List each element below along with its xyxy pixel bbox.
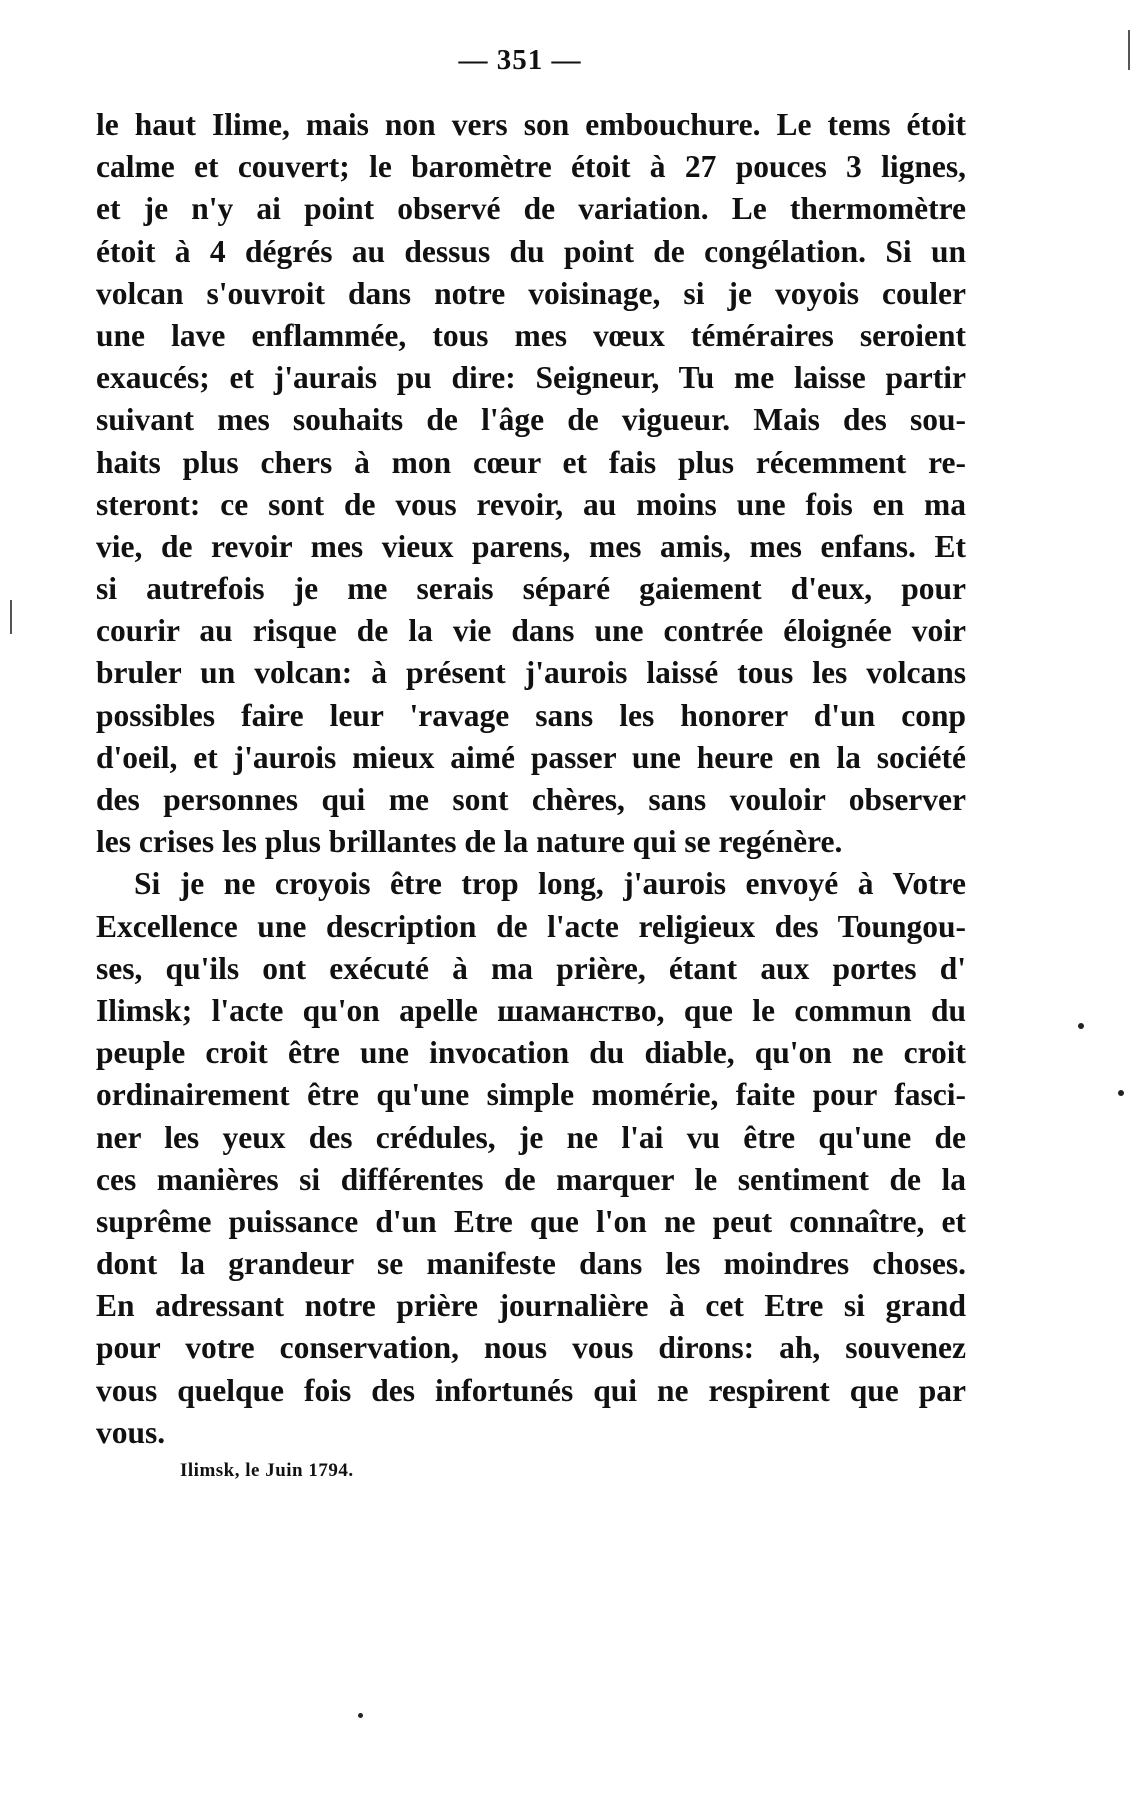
text-line: si autrefois je me serais séparé gaiement d'eux, pour	[96, 571, 966, 607]
text-line: volcan s'ouvroit dans notre voisinage, si je voyois couler	[96, 275, 966, 311]
text-line: étoit à 4 dégrés au dessus du point de congélation. Si un	[96, 233, 966, 269]
text-line: ordinairement être qu'une simple momérie, faite pour fasci-	[96, 1077, 966, 1113]
text-line: vous quelque fois des infortunés qui ne respirent que par	[96, 1372, 966, 1408]
scan-speck	[1118, 1090, 1124, 1096]
text-line: exaucés; et j'aurais pu dire: Seigneur, Tu me laisse partir	[96, 360, 966, 396]
text-line: ces manières si différentes de marquer le sentiment de la	[96, 1161, 966, 1197]
text-line: dont la grandeur se manifeste dans les moindres choses.	[96, 1246, 966, 1282]
text-line: ses, qu'ils ont exécuté à ma prière, étant aux portes d'	[96, 950, 966, 986]
text-line: Excellence une description de l'acte religieux des Toungou-	[96, 908, 966, 944]
text-line: d'oeil, et j'aurois mieux aimé passer une heure en la société	[96, 739, 966, 775]
text-line: calme et couvert; le baromètre étoit à 27 pouces 3 lignes,	[96, 149, 966, 185]
text-line: courir au risque de la vie dans une contrée éloignée voir	[96, 613, 966, 649]
text-line: le haut Ilime, mais non vers son embouchure. Le tems étoit	[96, 107, 966, 142]
signature-line: Ilimsk, le Juin 1794.	[180, 1460, 354, 1481]
text-line: bruler un volcan: à présent j'aurois laissé tous les volcans	[96, 655, 966, 691]
text-line: suivant mes souhaits de l'âge de vigueur. Mais des sou-	[96, 402, 966, 438]
text-line: possibles faire leur 'ravage sans les honorer d'un conp	[96, 697, 966, 733]
text-line: vous.	[96, 1414, 166, 1450]
page-number: — 351 —	[458, 44, 582, 76]
text-line: steront: ce sont de vous revoir, au moins une fois en ma	[96, 486, 966, 522]
text-line: vie, de revoir mes vieux parens, mes amis, mes enfans. Et	[96, 528, 966, 564]
text-line: et je n'y ai point observé de variation. Le thermomètre	[96, 191, 966, 227]
scan-edge-mark	[10, 600, 12, 634]
scan-speck	[358, 1713, 363, 1718]
text-line: les crises les plus brillantes de la nature qui se regénère.	[96, 824, 843, 860]
body-text	[96, 104, 966, 1454]
text-line: En adressant notre prière journalière à cet Etre si grand	[96, 1288, 966, 1324]
text-line: des personnes qui me sont chères, sans vouloir observer	[96, 782, 966, 817]
text-line: peuple croit être une invocation du diable, qu'on ne croit	[96, 1035, 966, 1071]
text-line: ner les yeux des crédules, je ne l'ai vu être qu'une de	[96, 1119, 966, 1155]
text-line: une lave enflammée, tous mes vœux téméraires seroient	[96, 317, 966, 353]
text-line: Si je ne croyois être trop long, j'aurois envoyé à Votre	[134, 866, 966, 902]
text-line: suprême puissance d'un Etre que l'on ne peut connaître, et	[96, 1203, 966, 1239]
text-line: pour votre conservation, nous vous dirons: ah, souvenez	[96, 1330, 966, 1366]
scan-speck	[1078, 1023, 1084, 1029]
scan-edge-mark	[1128, 30, 1130, 70]
text-line: haits plus chers à mon cœur et fais plus récemment re-	[96, 444, 966, 480]
text-line: Ilimsk; l'acte qu'on apelle шаманство, que le commun du	[96, 992, 966, 1028]
